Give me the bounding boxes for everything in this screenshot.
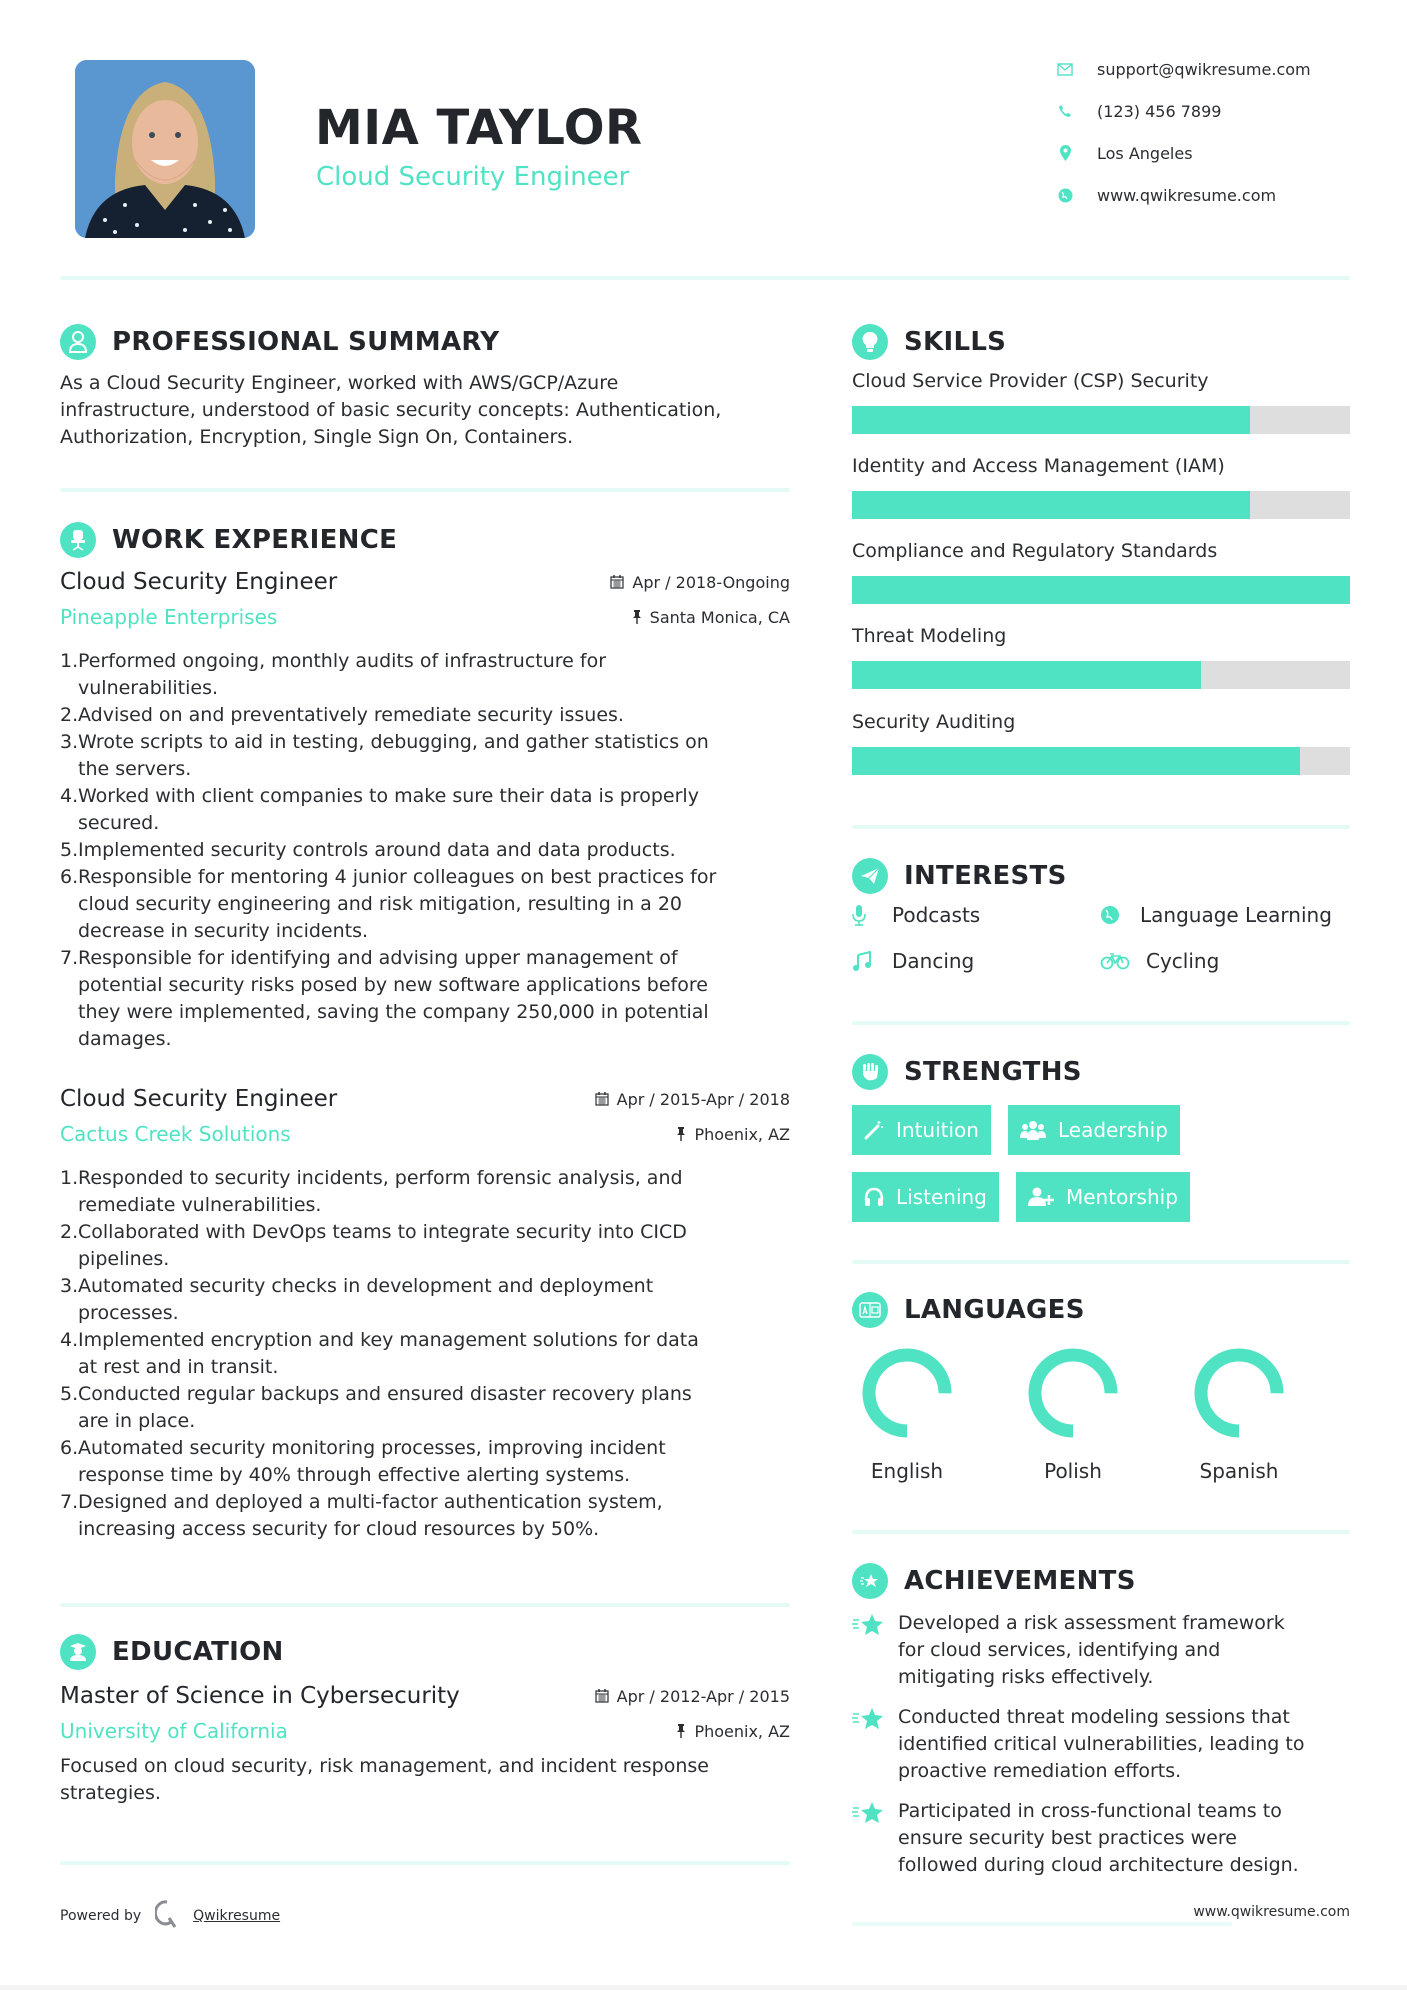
pushpin-icon [632,610,642,624]
phone-icon [1055,101,1075,121]
language-progress-ring [857,1343,957,1443]
calendar-icon [610,575,624,589]
interests-title: INTERESTS [904,861,1067,891]
experience-divider [60,1603,790,1607]
job-entry [60,1082,790,1543]
achievements-list [852,1610,1350,1879]
languages-heading [852,1291,1085,1329]
lightbulb-icon [852,324,888,360]
bullet-item: 7. Designed and deployed a multi-factor authentication system, increasing access security for cloud resources by 50%. [60,1491,663,1540]
job-bullets [60,1165,790,1543]
interest-dancing [852,949,974,973]
skill-label: Compliance and Regulatory Standards [852,540,1218,562]
strength-label: Mentorship [1066,1185,1178,1209]
strengths-divider [852,1260,1350,1264]
strengths-title: STRENGTHS [904,1057,1082,1087]
job-title: Cloud Security Engineer [60,1086,338,1112]
skill-bar [852,747,1350,775]
contact-phone-text: (123) 456 7899 [1097,101,1222,121]
skill-bar-fill [852,406,1250,434]
pushpin-icon [676,1724,686,1738]
bullet-item: 3. Wrote scripts to aid in testing, debugging, and gather statistics on the servers. [60,731,709,780]
bullet-item: 4. Worked with client companies to make sure their data is properly secured. [60,785,699,834]
star-icon [852,1798,898,1879]
skill-bar [852,576,1350,604]
languages-title: LANGUAGES [904,1295,1085,1325]
bullet-item: 2. Advised on and preventatively remediate security issues. [60,704,624,726]
skill-bar [852,406,1350,434]
candidate-title: Cloud Security Engineer [316,162,630,192]
languages-list [852,1343,1350,1483]
education-location-text: Phoenix, AZ [694,1721,790,1741]
map-pin-icon [1055,143,1075,163]
job-location [632,608,790,627]
achievement-item: Participated in cross-functional teams to ensure security best practices were followed during cloud architecture design. [852,1798,1350,1879]
interests-divider [852,1021,1350,1025]
languages-divider [852,1530,1350,1534]
interest-podcasts [852,903,980,927]
skill-label: Threat Modeling [852,625,1007,647]
paper-plane-icon [852,858,888,894]
bullet-item: 4. Implemented encryption and key management solutions for data at rest and in transit. [60,1329,699,1378]
interests-heading [852,857,1067,895]
job-dates-text: Apr / 2015-Apr / 2018 [616,1089,790,1109]
skill-label: Identity and Access Management (IAM) [852,455,1225,477]
experience-heading [60,521,397,559]
star-icon [852,1610,898,1691]
language-item [852,1343,962,1483]
summary-line: Authorization, Encryption, Single Sign On, Containers. [60,426,574,448]
skill-bar-fill [852,747,1300,775]
user-plus-icon [1028,1187,1054,1207]
interest-language-learning [1100,903,1332,927]
language-progress-ring [1189,1343,1289,1443]
strength-tag-leadership [1008,1105,1180,1155]
skill-label: Cloud Service Provider (CSP) Security [852,370,1209,392]
magic-wand-icon [864,1120,884,1140]
calendar-icon [595,1689,609,1703]
bullet-item: 6. Automated security monitoring processes, improving incident response time by 40% through effective alerting systems. [60,1437,666,1486]
music-note-icon [852,951,878,971]
achievement-item: Conducted threat modeling sessions that identified critical vulnerabilities, leading to proactive remediation efforts. [852,1704,1350,1785]
skill-item [852,711,1350,796]
language-item [1018,1343,1128,1483]
calendar-icon [595,1092,609,1106]
skill-item [852,370,1350,455]
star-award-icon [852,1563,888,1599]
strength-tag-mentorship [1016,1172,1190,1222]
interest-label: Podcasts [892,903,981,927]
qwikresume-link[interactable]: Qwikresume [193,1908,281,1924]
education-description: Focused on cloud security, risk management, and incident response strategies. [60,1755,709,1804]
office-chair-icon [60,522,96,558]
language-progress-ring [1023,1343,1123,1443]
job-dates [610,573,790,592]
achievements-heading [852,1562,1136,1600]
job-bullets [60,648,790,1053]
contact-email[interactable] [1055,56,1311,82]
education-entry [60,1679,790,1807]
strengths-heading [852,1053,1082,1091]
pushpin-icon [676,1127,686,1141]
profile-photo [75,60,255,238]
powered-by [60,1900,280,1932]
degree-name: Master of Science in Cybersecurity [60,1683,460,1709]
contact-phone[interactable] [1055,98,1221,124]
summary-heading [60,323,499,361]
skill-bar [852,661,1350,689]
globe-icon [1100,905,1126,925]
skill-bar [852,491,1350,519]
experience-title: WORK EXPERIENCE [112,525,398,555]
bullet-item: 3. Automated security checks in development and deployment processes. [60,1275,654,1324]
contact-email-text: support@qwikresume.com [1097,59,1311,79]
language-item [1184,1343,1294,1483]
contact-website-text: www.qwikresume.com [1097,185,1277,205]
footer-website[interactable]: www.qwikresume.com [1193,1904,1350,1920]
skill-bar-fill [852,576,1350,604]
job-dates-text: Apr / 2018-Ongoing [632,572,790,592]
company-name: Cactus Creek Solutions [60,1122,291,1146]
skill-bar-fill [852,661,1201,689]
graduate-icon [60,1634,96,1670]
summary-text [60,370,790,451]
job-location-text: Phoenix, AZ [694,1124,790,1144]
bullet-item: 1. Performed ongoing, monthly audits of infrastructure for vulnerabilities. [60,650,607,699]
skills-list [852,370,1350,796]
bicycle-icon [1100,952,1132,970]
education-divider [60,1861,790,1865]
education-dates-text: Apr / 2012-Apr / 2015 [616,1686,790,1706]
star-icon [852,1704,898,1785]
skills-heading [852,323,1006,361]
skills-title: SKILLS [904,327,1007,357]
strength-tag-intuition [852,1105,991,1155]
contact-location-text: Los Angeles [1097,143,1193,163]
summary-divider [60,488,790,492]
bullet-item: 5. Implemented security controls around data and data products. [60,839,676,861]
language-label: Spanish [1199,1459,1279,1483]
company-name: Pineapple Enterprises [60,605,278,629]
contact-website[interactable] [1055,182,1276,208]
interest-label: Cycling [1146,949,1220,973]
fist-icon [852,1054,888,1090]
skill-label: Security Auditing [852,711,1016,733]
strength-label: Listening [896,1185,987,1209]
footer-divider [852,1922,1232,1926]
skill-item [852,540,1350,625]
users-icon [1020,1119,1046,1141]
qwikresume-logo-icon [155,1900,179,1932]
school-name: University of California [60,1719,288,1743]
interest-label: Dancing [892,949,975,973]
achievement-item: Developed a risk assessment framework for cloud services, identifying and mitigating risks effectively. [852,1610,1350,1691]
job-entry [60,565,790,1053]
summary-title: PROFESSIONAL SUMMARY [112,327,500,357]
strength-tag-listening [852,1172,999,1222]
candidate-name: MIA TAYLOR [315,100,643,156]
skill-item [852,625,1350,711]
contact-location [1055,140,1193,166]
bullet-item: 5. Conducted regular backups and ensured disaster recovery plans are in place. [60,1383,692,1432]
language-label: English [870,1459,944,1483]
strength-label: Leadership [1058,1118,1168,1142]
bullet-item: 2. Collaborated with DevOps teams to integrate security into CICD pipelines. [60,1221,687,1270]
headphones-icon [864,1187,884,1207]
skills-divider [852,825,1350,829]
globe-icon [1055,185,1075,205]
skill-item [852,455,1350,540]
user-icon [60,324,96,360]
job-dates [595,1090,790,1109]
job-location [676,1125,790,1144]
bullet-item: 7. Responsible for identifying and advising upper management of potential security risks posed by new software applications before they were implemented, saving the company 250,000 in potential damages. [60,947,709,1050]
bullet-item: 1. Responded to security incidents, perform forensic analysis, and remediate vulnerabilities. [60,1167,683,1216]
header-divider [60,276,1350,280]
envelope-icon [1055,59,1075,79]
microphone-icon [852,904,878,926]
interest-cycling [1100,949,1219,973]
language-label: Polish [1044,1459,1102,1483]
education-location [676,1722,790,1741]
achievements-title: ACHIEVEMENTS [904,1566,1136,1596]
education-dates [595,1687,790,1706]
job-location-text: Santa Monica, CA [649,607,790,627]
bullet-item: 6. Responsible for mentoring 4 junior colleagues on best practices for cloud security engineering and risk mitigation, resulting in a 20 decrease in security incidents. [60,866,717,942]
summary-line: infrastructure, understood of basic security concepts: Authentication, [60,399,722,421]
page-bottom-edge [0,1985,1407,1990]
education-title: EDUCATION [112,1637,284,1667]
skill-bar-fill [852,491,1250,519]
strength-label: Intuition [896,1118,979,1142]
education-heading [60,1633,284,1671]
powered-by-label: Powered by [60,1908,142,1924]
translate-icon [852,1292,888,1328]
job-title: Cloud Security Engineer [60,569,338,595]
interest-label: Language Learning [1140,903,1332,927]
summary-line: As a Cloud Security Engineer, worked with AWS/GCP/Azure [60,372,619,394]
